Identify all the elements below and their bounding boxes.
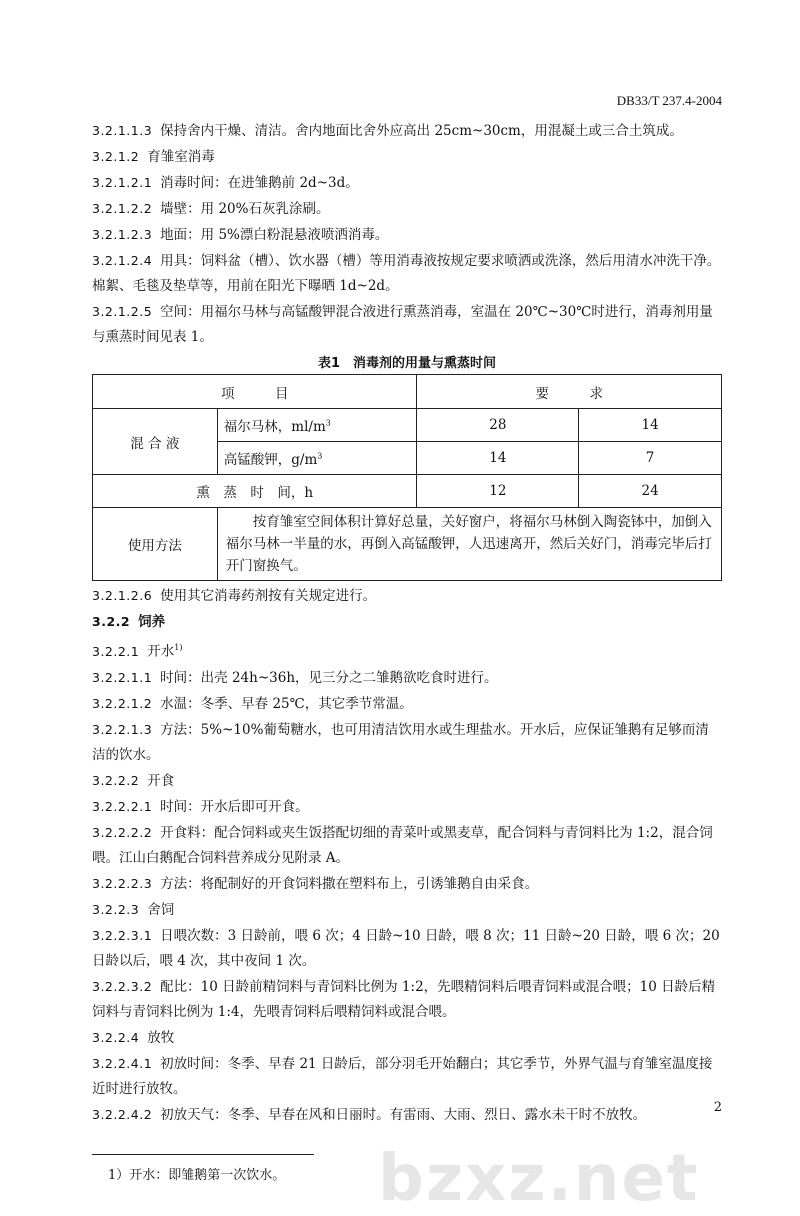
permanganate-value-1: 14 bbox=[417, 442, 579, 475]
clause-3-2-1-2-1: 3.2.1.2.1 消毒时间：在进雏鹅前 2d~3d。 bbox=[92, 175, 359, 191]
permanganate-value-2: 7 bbox=[579, 442, 722, 475]
watermark: bzxz.net bbox=[378, 1142, 700, 1216]
fumigation-time-value-1: 12 bbox=[417, 475, 579, 508]
clause-3-2-2-1-3: 3.2.2.1.3 方法：5%~10%葡萄糖水，也可用清洁饮用水或生理盐水。开水后，应保证雏鹅有足够而清洁的饮水。 bbox=[92, 722, 709, 763]
clause-3-2-2-4-1: 3.2.2.4.1 初放时间：冬季、早春 21 日龄后，部分羽毛开始翻白；其它季节，外界气温与育雏室温度接近时进行放牧。 bbox=[92, 1056, 713, 1097]
clause-3-2-1-1-3: 3.2.1.1.3 保持舍内干燥、清洁。舍内地面比舍外应高出 25cm~30cm，用混凝土或三合土筑成。 bbox=[92, 123, 683, 139]
clause-3-2-2-2-1: 3.2.2.2.1 时间：开水后即可开食。 bbox=[92, 799, 309, 815]
table-title: 表1 消毒剂的用量与熏蒸时间 bbox=[317, 356, 497, 371]
clause-3-2-2-3-2: 3.2.2.3.2 配比：10 日龄前精饲料与青饲料比例为 1:2，先喂精饲料后喂青饲料或混合喂；10 日龄后精饲料与青饲料比例为 1:4，先喂青饲料后喂精饲料或混合喂。 bbox=[92, 979, 716, 1020]
clause-3-2-2-2-3: 3.2.2.2.3 方法：将配制好的开食饲料撒在塑料布上，引诱雏鹅自由采食。 bbox=[92, 876, 539, 892]
footnote: 1）开水：即雏鹅第一次饮水。 bbox=[108, 1168, 286, 1183]
mix-label-cell: 混 合 液 bbox=[93, 409, 218, 475]
clause-3-2-2-1-2: 3.2.2.1.2 水温：冬季、早春 25℃，其它季节常温。 bbox=[92, 696, 413, 712]
clause-3-2-2-3-1: 3.2.2.3.1 日喂次数：3 日龄前，喂 6 次；4 日龄~10 日龄，喂 8 次；11 日龄~20 日龄，喂 6 次；20 日龄以后，喂 4 次，其中夜间 1 次。 bbox=[92, 928, 720, 969]
table-row bbox=[93, 508, 722, 581]
clause-3-2-2-4: 3.2.2.4 放牧 bbox=[92, 1030, 175, 1046]
header-item-cell: 项 目 bbox=[93, 375, 417, 409]
disinfectant-table bbox=[92, 374, 722, 581]
method-text-cell: 按育雏室空间体积计算好总量，关好窗户，将福尔马林倒入陶瓷钵中，加倒入福尔马林一半量的水，再倒入高锰酸钾，人迅速离开，然后关好门，消毒完毕后打开门窗换气。 bbox=[217, 508, 721, 581]
method-label-cell: 使用方法 bbox=[93, 508, 218, 581]
clause-3-2-2-2: 3.2.2.2 开食 bbox=[92, 773, 175, 789]
header-requirement-cell: 要 求 bbox=[417, 375, 722, 409]
table-header-row bbox=[93, 375, 722, 409]
table-row bbox=[93, 409, 722, 442]
clause-3-2-2: 3.2.2 饲养 bbox=[92, 614, 166, 630]
clause-3-2-2-1-1: 3.2.2.1.1 时间：出壳 24h~36h，见三分之二雏鹅欲吃食时进行。 bbox=[92, 670, 498, 686]
footnote-separator bbox=[92, 1154, 314, 1155]
clause-3-2-1-2: 3.2.1.2 育雏室消毒 bbox=[92, 149, 215, 165]
clause-3-2-2-1: 3.2.2.1 开水$^{1)}$ bbox=[92, 643, 183, 660]
clause-3-2-2-3: 3.2.2.3 舍饲 bbox=[92, 902, 175, 918]
standard-number: DB33/T 237.4-2004 bbox=[616, 93, 722, 108]
permanganate-label-cell: 高锰酸钾，$g/m^3$ bbox=[217, 442, 417, 475]
clause-3-2-1-2-4: 3.2.1.2.4 用具：饲料盆（槽）、饮水器（槽）等用消毒液按规定要求喷洒或洗涤，然后用清水冲洗干净。棉絮、毛毯及垫草等，用前在阳光下曝晒 1d~2d。 bbox=[92, 253, 721, 294]
formalin-value-2: 14 bbox=[579, 409, 722, 442]
formalin-value-1: 28 bbox=[417, 409, 579, 442]
clause-3-2-1-2-5: 3.2.1.2.5 空间：用福尔马林与高锰酸钾混合液进行熏蒸消毒，室温在 20℃~30℃时进行，消毒剂用量与熏蒸时间见表 1。 bbox=[92, 304, 713, 345]
fumigation-time-label-cell: 熏 蒸 时 间，h bbox=[93, 475, 417, 508]
clause-3-2-1-2-3: 3.2.1.2.3 地面：用 5%漂白粉混悬液喷洒消毒。 bbox=[92, 227, 389, 243]
page-number: 2 bbox=[713, 1100, 722, 1115]
clause-3-2-2-4-2: 3.2.2.4.2 初放天气：冬季、早春在风和日丽时。有雷雨、大雨、烈日、露水未干时不放牧。 bbox=[92, 1107, 647, 1123]
clause-3-2-1-2-6: 3.2.1.2.6 使用其它消毒药剂按有关规定进行。 bbox=[92, 588, 377, 604]
table-row bbox=[93, 475, 722, 508]
clause-3-2-1-2-2: 3.2.1.2.2 墙壁：用 20%石灰乳涂刷。 bbox=[92, 201, 330, 217]
fumigation-time-value-2: 24 bbox=[579, 475, 722, 508]
formalin-label-cell: 福尔马林，$ml/m^3$ bbox=[217, 409, 417, 442]
clause-3-2-2-2-2: 3.2.2.2.2 开食料：配合饲料或夹生饭搭配切细的青菜叶或黑麦草，配合饲料与青饲料比为 1:2，混合饲喂。江山白鹅配合饲料营养成分见附录 A。 bbox=[92, 825, 713, 866]
